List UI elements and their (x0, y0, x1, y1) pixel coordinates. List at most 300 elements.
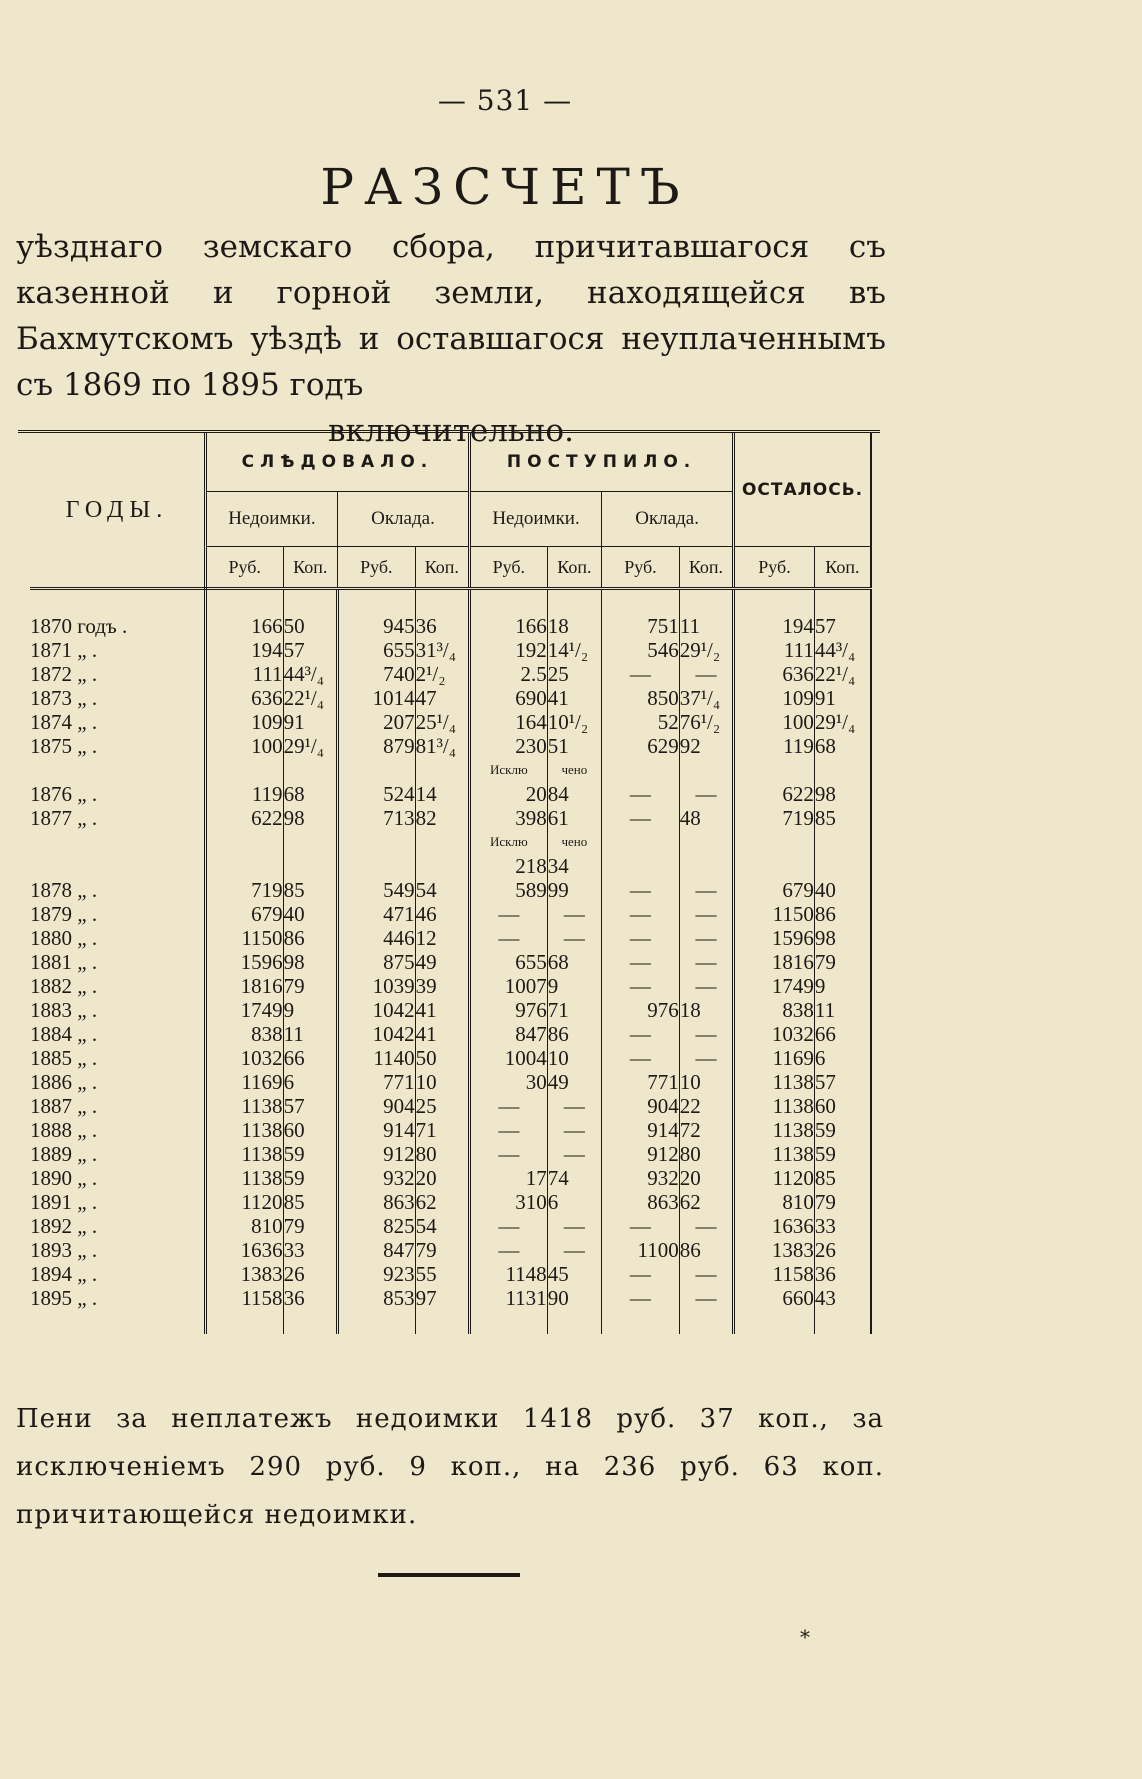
document-title: РАЗСЧЕТЪ (320, 158, 690, 216)
table-cell: — (470, 1094, 548, 1118)
table-cell: 20 (415, 1166, 469, 1190)
table-cell: 26 (814, 1238, 871, 1262)
table-cell: 49 (547, 1070, 601, 1094)
table-cell: 1138 (734, 1142, 815, 1166)
table-cell: — (602, 878, 680, 902)
table-cell: 54 (415, 1214, 469, 1238)
table-cell: 72 (679, 1118, 733, 1142)
table-body (30, 589, 871, 1335)
year-cell (30, 830, 205, 854)
year-cell: 1881 „ . (30, 950, 205, 974)
table-note-row (30, 830, 871, 854)
table-cell: 655 (337, 638, 415, 662)
table-cell: 59 (814, 1118, 871, 1142)
table-cell: 1150 (241, 926, 283, 950)
table-cell: 1138 (241, 1118, 283, 1142)
table-cell: 99 (547, 878, 601, 902)
table-cell: 57 (283, 1094, 337, 1118)
table-cell: 1158 (734, 1262, 815, 1286)
table-cell: 1039 (337, 974, 415, 998)
table-cell: — (602, 1286, 680, 1310)
table-cell: 74 (547, 1166, 601, 1190)
table-cell: 71 (547, 998, 601, 1022)
table-cell: 91 (814, 686, 871, 710)
table-cell: 1131 (470, 1286, 548, 1310)
table-cell: — (602, 662, 680, 686)
year-cell: 1878 „ . (30, 878, 205, 902)
table-cell: 14 (415, 782, 469, 806)
year-cell: 1883 „ . (30, 998, 205, 1022)
table-cell (415, 830, 469, 854)
table-cell: 41 (547, 686, 601, 710)
table-cell: — (679, 782, 733, 806)
table-cell: 22 (679, 1094, 733, 1118)
table-cell: 194 (734, 614, 815, 638)
table-cell: 14¹/₂ (547, 638, 601, 662)
table-cell: — (679, 1262, 733, 1286)
years-header: ГОДЫ. (30, 433, 205, 589)
table-row (30, 854, 871, 878)
table-cell: 636 (251, 686, 283, 710)
table-cell: 71 (415, 1118, 469, 1142)
table-cell: 34 (547, 854, 601, 878)
table-cell (283, 854, 337, 878)
table-cell: 61 (547, 806, 601, 830)
table-cell: 1158 (241, 1286, 283, 1310)
table-cell (602, 830, 680, 854)
table-cell: 59 (283, 1142, 337, 1166)
table-cell: 44³/₄ (283, 662, 337, 686)
table-cell (734, 758, 815, 782)
year-cell: 1886 „ . (30, 1070, 205, 1094)
table-cell: 1816 (240, 974, 283, 998)
table-cell: 76¹/₂ (679, 710, 733, 734)
table-cell: 923 (337, 1262, 415, 1286)
table-row (30, 974, 871, 998)
footer-star: * (800, 1625, 810, 1649)
table-cell: 49 (415, 950, 469, 974)
table-cell: — (602, 806, 680, 830)
penalty-note: Пени за неплатежъ недоимки 1418 руб. 37 коп., за исключеніемъ 290 руб. 9 коп., на 236 руб. 63 коп. причитающейся недоимки. (16, 1404, 884, 1530)
table-row (30, 1118, 871, 1142)
due-assessment-header: Оклада. (337, 492, 469, 547)
table-cell: 29¹/₄ (814, 710, 871, 734)
table-row (30, 1142, 871, 1166)
year-cell (30, 854, 205, 878)
table-cell: Исклю (470, 758, 548, 782)
table-cell: 471 (337, 902, 415, 926)
table-cell: 622 (734, 782, 815, 806)
table-cell: — (679, 1046, 733, 1070)
table-cell: 1383 (240, 1262, 283, 1286)
table-cell: 31³/₄ (415, 638, 469, 662)
year-cell (30, 758, 205, 782)
table-cell: 25 (547, 662, 601, 686)
table-cell: 549 (337, 878, 415, 902)
table-cell: 10 (415, 1070, 469, 1094)
table-cell: 1148 (470, 1262, 548, 1286)
table-cell (602, 758, 680, 782)
table-cell: 68 (283, 782, 337, 806)
table-cell: 1383 (734, 1238, 815, 1262)
table-cell: 29¹/₄ (283, 734, 337, 758)
table-cell: 20 (679, 1166, 733, 1190)
table-cell: 546 (602, 638, 680, 662)
table-cell: 50 (283, 614, 337, 638)
table-cell: чено (547, 758, 601, 782)
table-cell: 10 (547, 1046, 601, 1070)
table-cell: 20 (470, 782, 548, 806)
table-cell: 1100 (602, 1238, 680, 1262)
table-cell: 25 (415, 1094, 469, 1118)
due-group-header: СЛѢДОВАЛО. (205, 433, 469, 492)
table-row (30, 950, 871, 974)
table-cell: 1042 (337, 998, 415, 1022)
year-cell: 1884 „ . (30, 1022, 205, 1046)
subtitle-last-line: включительно. (328, 413, 574, 449)
unit-header-kop: Коп. (283, 547, 337, 589)
table-cell: 84 (547, 782, 601, 806)
unit-header-rub: Руб. (602, 547, 680, 589)
table-row (30, 998, 871, 1022)
year-cell: 1872 „ . (30, 662, 205, 686)
table-bottom-spacer (30, 1310, 871, 1334)
table-cell: 164 (470, 710, 548, 734)
table-cell: 97 (415, 1286, 469, 1310)
year-cell: 1882 „ . (30, 974, 205, 998)
year-cell: 1871 „ . (30, 638, 205, 662)
table-cell: — (602, 950, 680, 974)
table-cell: 57 (283, 638, 337, 662)
table-cell: 1138 (241, 1142, 283, 1166)
table-cell: 751 (602, 614, 680, 638)
table-cell: 44³/₄ (814, 638, 871, 662)
table-row (30, 1286, 871, 1310)
table-cell: 847 (470, 1022, 548, 1046)
table-cell: — (470, 1238, 548, 1262)
table-cell: 853 (337, 1286, 415, 1310)
year-cell: 1892 „ . (30, 1214, 205, 1238)
table-cell: 45 (547, 1262, 601, 1286)
year-cell: 1889 „ . (30, 1142, 205, 1166)
table-cell: — (679, 662, 733, 686)
table-cell: 100 (251, 734, 283, 758)
table-cell: 40 (283, 902, 337, 926)
table-cell: — (547, 1238, 601, 1262)
table-cell: 111 (734, 638, 815, 662)
table-cell: 847 (337, 1238, 415, 1262)
table-cell: 41 (415, 998, 469, 1022)
year-cell: 1874 „ . (30, 710, 205, 734)
table-cell: 713 (337, 806, 415, 830)
unit-header-kop: Коп. (415, 547, 469, 589)
table-cell: 86 (679, 1238, 733, 1262)
table-cell: 1042 (337, 1022, 415, 1046)
table-cell: — (547, 1094, 601, 1118)
table-cell: 59 (283, 1166, 337, 1190)
table-cell: 1140 (337, 1046, 415, 1070)
table-cell: 1032 (240, 1046, 283, 1070)
table-cell: 932 (337, 1166, 415, 1190)
table-cell: 1169 (241, 1070, 283, 1094)
table-cell (679, 758, 733, 782)
table-row (30, 1214, 871, 1238)
year-cell: 1888 „ . (30, 1118, 205, 1142)
year-cell: 1870 годъ . (30, 614, 205, 638)
table-cell: 48 (679, 806, 733, 830)
table-cell: 398 (470, 806, 548, 830)
table-cell: 740 (337, 662, 415, 686)
table-row (30, 782, 871, 806)
table-cell (734, 830, 815, 854)
subtitle-text: уѣзднаго земскаго сбора, причитавшагося съ казенной и горной земли, находящейся въ Бахмутскомъ уѣздѣ и оставшагося неуплаченнымъ съ 1869 по 1895 годъ (16, 229, 886, 403)
due-arrears-header: Недоимки. (205, 492, 337, 547)
table-cell: 36 (283, 1286, 337, 1310)
table-cell: — (602, 1022, 680, 1046)
table-cell (283, 758, 337, 782)
table-cell: 1749 (734, 974, 815, 998)
table-cell: 446 (337, 926, 415, 950)
table-cell: — (547, 1214, 601, 1238)
table-cell: 79 (283, 974, 337, 998)
table-cell: 80 (415, 1142, 469, 1166)
table-cell: 1138 (734, 1118, 815, 1142)
table-cell: 218 (470, 854, 548, 878)
table-cell: — (679, 902, 733, 926)
table-cell: 40 (814, 878, 871, 902)
table-cell: 166 (470, 614, 548, 638)
table-cell: — (547, 1118, 601, 1142)
table-cell: 68 (814, 734, 871, 758)
table-cell: 2.5 (470, 662, 548, 686)
year-cell: 1887 „ . (30, 1094, 205, 1118)
table-cell: 62 (415, 1190, 469, 1214)
table-cell: 30 (470, 1070, 548, 1094)
table-row (30, 1094, 871, 1118)
table-row (30, 662, 871, 686)
table-row (30, 1238, 871, 1262)
table-cell: 17 (470, 1166, 548, 1190)
table-cell: 47 (415, 686, 469, 710)
table-cell: 1120 (241, 1190, 283, 1214)
table-cell: 1596 (240, 950, 283, 974)
table-cell: — (602, 1262, 680, 1286)
table-cell (205, 830, 283, 854)
table-cell: 18 (547, 614, 601, 638)
table-cell: 85 (814, 1166, 871, 1190)
table-cell: 9 (814, 974, 871, 998)
table-cell: 524 (337, 782, 415, 806)
closing-rule (378, 1573, 520, 1577)
table-cell: 57 (814, 614, 871, 638)
table-cell: 194 (251, 638, 283, 662)
table-cell: 100 (734, 710, 815, 734)
table-cell: 119 (251, 782, 283, 806)
table-cell (814, 830, 871, 854)
table-cell: 904 (337, 1094, 415, 1118)
table-cell: 37¹/₄ (679, 686, 733, 710)
table-cell: — (602, 926, 680, 950)
table-cell: 43 (814, 1286, 871, 1310)
table-cell: 912 (602, 1142, 680, 1166)
table-cell: 875 (337, 950, 415, 974)
table-row (30, 806, 871, 830)
table-cell: 82 (415, 806, 469, 830)
table-cell: — (602, 782, 680, 806)
year-cell: 1891 „ . (30, 1190, 205, 1214)
remaining-group-header: ОСТАЛОСЬ. (734, 433, 871, 547)
table-cell: 36 (814, 1262, 871, 1286)
table-cell: 879 (337, 734, 415, 758)
table-cell: 310 (470, 1190, 548, 1214)
table-cell: 22¹/₄ (814, 662, 871, 686)
table-cell: 1169 (734, 1046, 815, 1070)
table-cell: 57 (814, 1070, 871, 1094)
table-row (30, 1046, 871, 1070)
table-cell: 119 (734, 734, 815, 758)
table-cell: 1816 (734, 950, 815, 974)
table-cell: 86 (547, 1022, 601, 1046)
table-cell: 771 (337, 1070, 415, 1094)
table-cell: — (602, 1046, 680, 1070)
table-cell: 1749 (240, 998, 283, 1022)
year-cell: 1890 „ . (30, 1166, 205, 1190)
table-cell: 109 (251, 710, 283, 734)
table-cell: 22¹/₄ (283, 686, 337, 710)
unit-header-kop: Коп. (814, 547, 871, 589)
table-cell: 11 (283, 1022, 337, 1046)
year-cell: 1885 „ . (30, 1046, 205, 1070)
table-cell: 46 (415, 902, 469, 926)
table-cell: — (602, 974, 680, 998)
table-cell: 79 (283, 1214, 337, 1238)
table-cell: 1138 (734, 1094, 815, 1118)
table-cell: 86 (814, 902, 871, 926)
table-cell: чено (547, 830, 601, 854)
table-cell: — (679, 1286, 733, 1310)
table-cell: — (679, 926, 733, 950)
table-cell: 85 (814, 806, 871, 830)
table-cell: 655 (470, 950, 548, 974)
table-cell: 1138 (734, 1070, 815, 1094)
table-cell: 912 (337, 1142, 415, 1166)
table-cell: 863 (602, 1190, 680, 1214)
table-cell: — (679, 1022, 733, 1046)
year-cell: 1893 „ . (30, 1238, 205, 1262)
table-cell (602, 854, 680, 878)
table-cell: 904 (602, 1094, 680, 1118)
table-cell: 810 (734, 1190, 815, 1214)
table-cell: — (470, 1142, 548, 1166)
table-cell: 81³/₄ (415, 734, 469, 758)
table-cell: 1032 (734, 1022, 815, 1046)
table-cell: 98 (283, 806, 337, 830)
table-cell: 9 (547, 974, 601, 998)
table-row (30, 710, 871, 734)
received-group-header: ПОСТУПИЛО. (470, 433, 734, 492)
table-cell: 690 (470, 686, 548, 710)
table-cell: 33 (283, 1238, 337, 1262)
table-cell: 98 (814, 926, 871, 950)
table-top-spacer (30, 589, 871, 615)
table-cell: 36 (415, 614, 469, 638)
table-cell: 1596 (734, 926, 815, 950)
table-cell: — (470, 902, 548, 926)
table-cell: 1150 (734, 902, 815, 926)
table-cell (415, 758, 469, 782)
table-cell: 68 (547, 950, 601, 974)
table-row (30, 1070, 871, 1094)
table-cell: 945 (337, 614, 415, 638)
table-cell (205, 854, 283, 878)
table-cell: — (679, 1214, 733, 1238)
table-cell (337, 758, 415, 782)
table-cell: 60 (283, 1118, 337, 1142)
table-cell: 719 (251, 878, 283, 902)
table-cell: 1120 (734, 1166, 815, 1190)
table-cell: Исклю (470, 830, 548, 854)
unit-header-rub: Руб. (337, 547, 415, 589)
collection-table-wrapper (18, 430, 880, 1347)
table-cell (814, 854, 871, 878)
table-cell: 589 (470, 878, 548, 902)
page-number: — 531 — (437, 84, 573, 117)
table-cell: 914 (602, 1118, 680, 1142)
table-cell: 26 (283, 1262, 337, 1286)
table-cell: 10 (679, 1070, 733, 1094)
table-cell: 6 (547, 1190, 601, 1214)
table-cell: 54 (415, 878, 469, 902)
table-cell: 111 (252, 662, 283, 686)
table-cell: 932 (602, 1166, 680, 1190)
received-arrears-header: Недоимки. (470, 492, 602, 547)
table-row (30, 1190, 871, 1214)
table-cell: 1014 (337, 686, 415, 710)
table-cell (283, 830, 337, 854)
table-cell (734, 854, 815, 878)
table-cell: 50 (415, 1046, 469, 1070)
table-cell: — (470, 1118, 548, 1142)
year-cell: 1894 „ . (30, 1262, 205, 1286)
table-cell: 18 (679, 998, 733, 1022)
table-cell: 1007 (470, 974, 548, 998)
table-cell: 98 (283, 950, 337, 974)
table-cell: 86 (283, 926, 337, 950)
table-cell: 80 (679, 1142, 733, 1166)
table-cell (679, 854, 733, 878)
table-cell: 838 (734, 998, 815, 1022)
table-cell: 976 (470, 998, 548, 1022)
table-cell: 914 (337, 1118, 415, 1142)
table-row (30, 1166, 871, 1190)
table-row (30, 926, 871, 950)
table-row (30, 1022, 871, 1046)
table-cell: 771 (602, 1070, 680, 1094)
document-subtitle (16, 224, 886, 454)
table-cell: 85 (283, 1190, 337, 1214)
collection-table (30, 433, 872, 1334)
table-cell: 10¹/₂ (547, 710, 601, 734)
year-cell: 1880 „ . (30, 926, 205, 950)
table-cell: 230 (470, 734, 548, 758)
table-cell: 11 (814, 998, 871, 1022)
table-row (30, 638, 871, 662)
table-cell: 91 (283, 710, 337, 734)
table-cell: 629 (602, 734, 680, 758)
year-cell: 1877 „ . (30, 806, 205, 830)
table-cell: 1138 (241, 1094, 283, 1118)
table-cell: 25¹/₄ (415, 710, 469, 734)
